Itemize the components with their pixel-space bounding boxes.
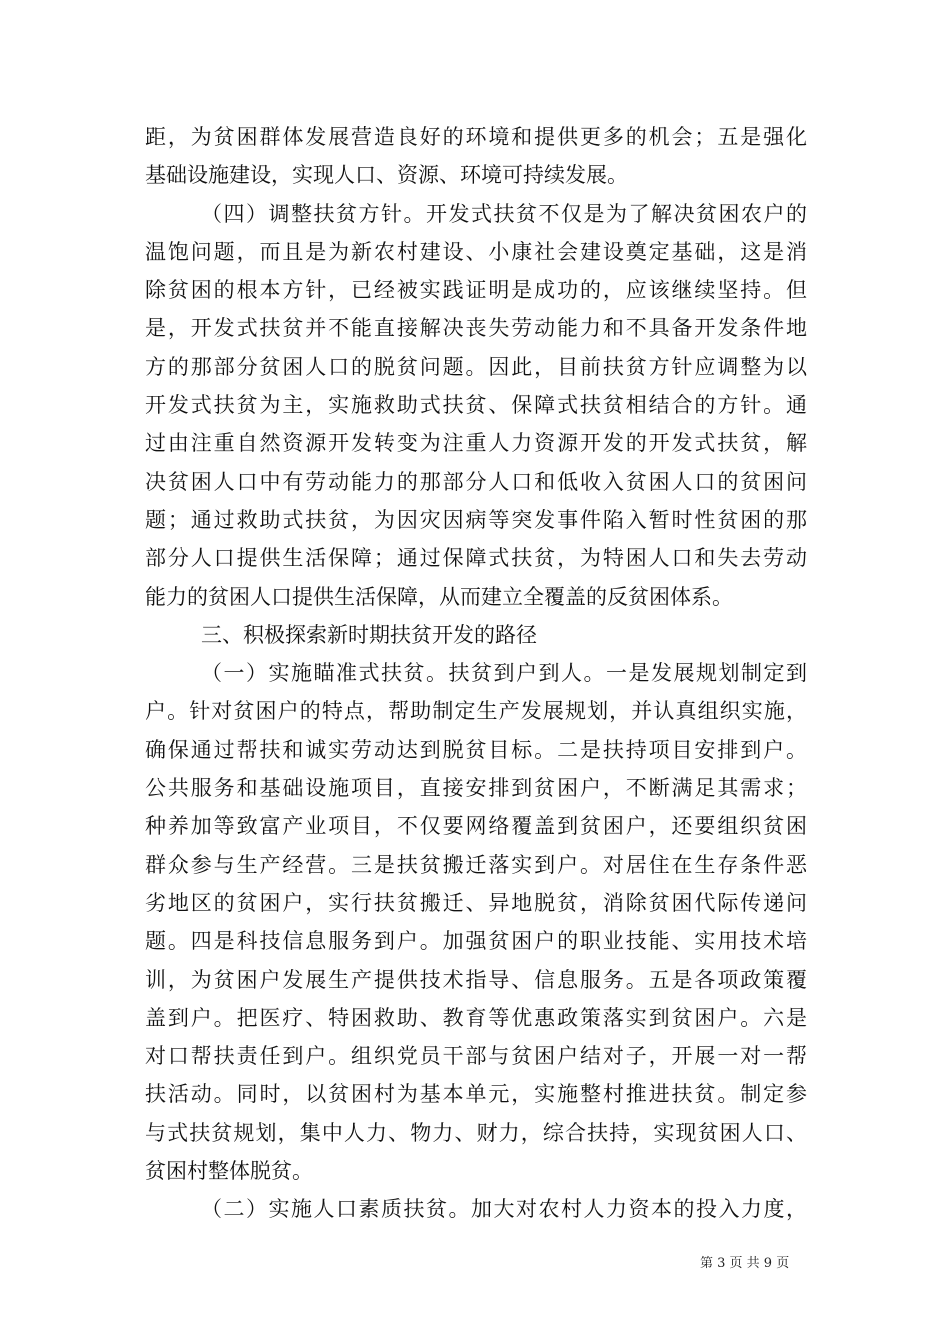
text-line: 训，为贫困户发展生产提供技术指导、信息服务。五是各项政策覆 bbox=[145, 967, 807, 992]
text-line: 公共服务和基础设施项目，直接安排到贫困户，不断满足其需求； bbox=[145, 776, 807, 801]
text-line: 过由注重自然资源开发转变为注重人力资源开发的开发式扶贫，解 bbox=[145, 431, 807, 456]
text-line: 决贫困人口中有劳动能力的那部分人口和低收入贫困人口的贫困问 bbox=[145, 469, 807, 494]
text-line: 开发式扶贫为主，实施救助式扶贫、保障式扶贫相结合的方针。通 bbox=[145, 393, 807, 418]
text-line: 与式扶贫规划，集中人力、物力、财力，综合扶持，实现贫困人口、 bbox=[145, 1120, 807, 1145]
text-line: 群众参与生产经营。三是扶贫搬迁落实到户。对居住在生存条件恶 bbox=[145, 852, 807, 877]
text-line: 种养加等致富产业项目，不仅要网络覆盖到贫困户，还要组织贫困 bbox=[145, 814, 807, 839]
text-line: 户。针对贫困户的特点，帮助制定生产发展规划，并认真组织实施， bbox=[145, 699, 807, 724]
text-line: 能力的贫困人口提供生活保障，从而建立全覆盖的反贫困体系。 bbox=[145, 584, 733, 609]
text-line: （二）实施人口素质扶贫。加大对农村人力资本的投入力度， bbox=[201, 1197, 807, 1222]
text-line: （四）调整扶贫方针。开发式扶贫不仅是为了解决贫困农户的 bbox=[201, 201, 807, 226]
text-line: 基础设施建设，实现人口、资源、环境可持续发展。 bbox=[145, 163, 628, 188]
text-line: 部分人口提供生活保障；通过保障式扶贫，为特困人口和失去劳动 bbox=[145, 546, 807, 571]
text-line: 方的那部分贫困人口的脱贫问题。因此，目前扶贫方针应调整为以 bbox=[145, 354, 807, 379]
document-body bbox=[145, 118, 807, 1229]
text-line: （一）实施瞄准式扶贫。扶贫到户到人。一是发展规划制定到 bbox=[201, 661, 807, 686]
text-line: 贫困村整体脱贫。 bbox=[145, 1159, 313, 1184]
text-line: 距，为贫困群体发展营造良好的环境和提供更多的机会；五是强化 bbox=[145, 125, 807, 149]
text-line: 盖到户。把医疗、特困救助、教育等优惠政策落实到贫困户。六是 bbox=[145, 1005, 807, 1030]
text-line: 劣地区的贫困户，实行扶贫搬迁、异地脱贫，消除贫困代际传递问 bbox=[145, 890, 807, 915]
text-line: 是，开发式扶贫并不能直接解决丧失劳动能力和不具备开发条件地 bbox=[145, 316, 807, 341]
text-line: 确保通过帮扶和诚实劳动达到脱贫目标。二是扶持项目安排到户。 bbox=[145, 737, 807, 762]
text-line: 三、积极探索新时期扶贫开发的路径 bbox=[201, 622, 537, 647]
text-line: 温饱问题，而且是为新农村建设、小康社会建设奠定基础，这是消 bbox=[145, 239, 807, 264]
page-number-footer: 第 3 页 共 9 页 bbox=[700, 1256, 790, 1271]
text-line: 扶活动。同时，以贫困村为基本单元，实施整村推进扶贫。制定参 bbox=[145, 1082, 807, 1107]
text-line: 对口帮扶责任到户。组织党员干部与贫困户结对子，开展一对一帮 bbox=[145, 1044, 807, 1069]
text-line: 题；通过救助式扶贫，为因灾因病等突发事件陷入暂时性贫困的那 bbox=[145, 507, 807, 532]
text-line: 除贫困的根本方针，已经被实践证明是成功的，应该继续坚持。但 bbox=[145, 278, 807, 303]
text-line: 题。四是科技信息服务到户。加强贫困户的职业技能、实用技术培 bbox=[145, 929, 807, 954]
